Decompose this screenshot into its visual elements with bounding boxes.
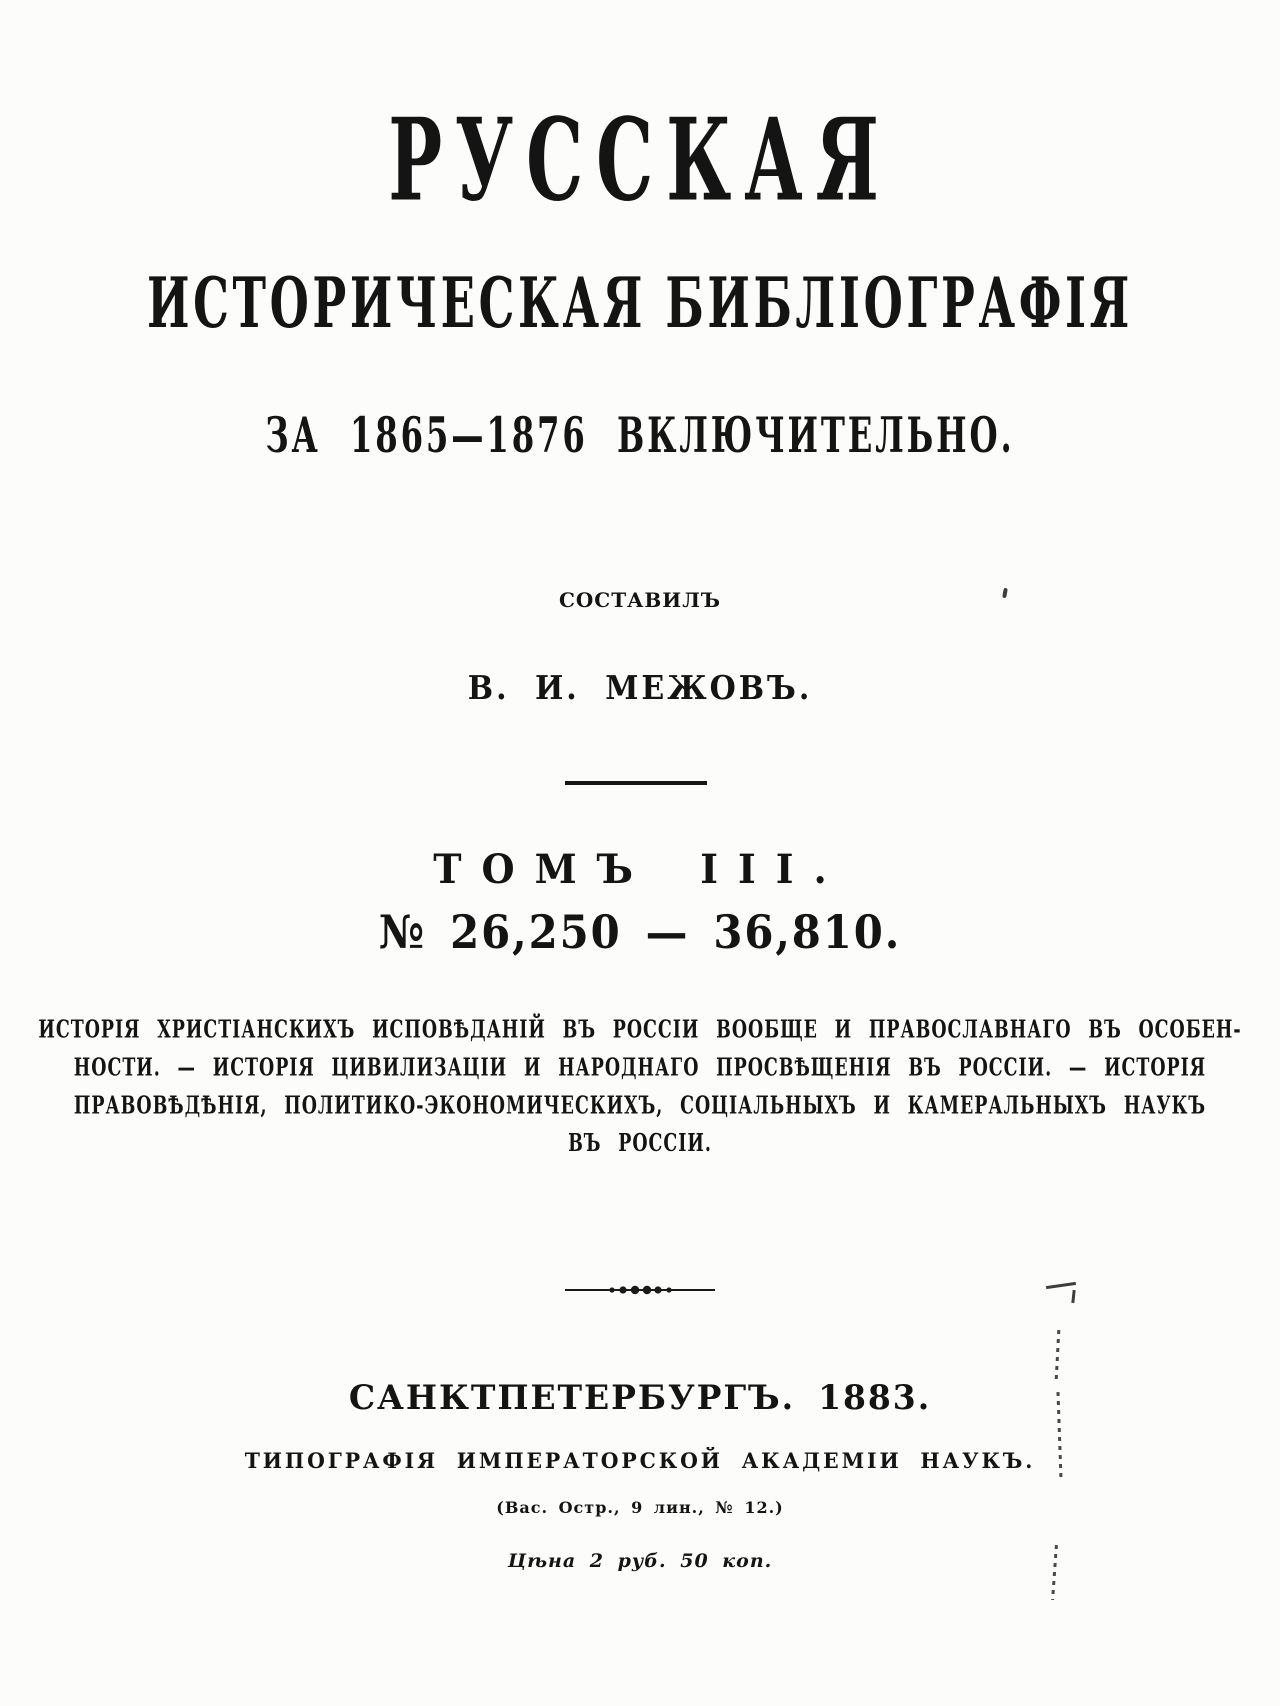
ornament-divider: [0, 1282, 1280, 1301]
book-subtitle: ИСТОРИЧЕСКАЯ БИБЛІОГРАФІЯ: [147, 262, 1133, 344]
contents-line: НОСТИ. — ИСТОРІЯ ЦИВИЛИЗАЦІИ И НАРОДНАГО ПРОСВѢЩЕНІЯ ВЪ РОССІИ. — ИСТОРІЯ: [73, 1053, 1207, 1083]
contents-summary: [19, 1012, 1261, 1163]
coverage-years: ЗА 1865—1876 ВКЛЮЧИТЕЛЬНО.: [265, 408, 1015, 465]
contents-line: ИСТОРІЯ ХРИСТІАНСКИХЪ ИСПОВѢДАНІЙ ВЪ РОССІИ ВООБЩЕ И ПРАВОСЛАВНАГО ВЪ ОСОБЕН-: [38, 1016, 1242, 1045]
ornament-divider-icon: [565, 1283, 715, 1297]
imprint-address: (Вас. Остр., 9 лин., № 12.): [496, 1498, 784, 1517]
divider-rule: [565, 781, 707, 785]
scan-artifact: [1055, 1330, 1061, 1380]
contents-line: ПРАВОВѢДѢНІЯ, ПОЛИТИКО-ЭКОНОМИЧЕСКИХЪ, СОЦІАЛЬНЫХЪ И КАМЕРАЛЬНЫХЪ НАУКЪ: [73, 1091, 1207, 1120]
imprint-city-year: САНКТПЕТЕРБУРГЪ. 1883.: [348, 1378, 932, 1418]
entry-number-range: № 26,250 — 36,810.: [378, 906, 902, 960]
imprint-price: Цѣна 2 руб. 50 коп.: [507, 1550, 773, 1572]
contents-line: ВЪ РОССІИ.: [568, 1129, 712, 1158]
book-title: РУССКАЯ: [388, 95, 892, 227]
author-name: В. И. МЕЖОВЪ.: [467, 670, 813, 708]
volume-number: ТОМЪ III.: [433, 845, 847, 893]
imprint-printer: ТИПОГРАФІЯ ИМПЕРАТОРСКОЙ АКАДЕМІИ НАУКЪ.: [244, 1448, 1036, 1473]
compiled-by-label: СОСТАВИЛЪ: [558, 588, 722, 612]
